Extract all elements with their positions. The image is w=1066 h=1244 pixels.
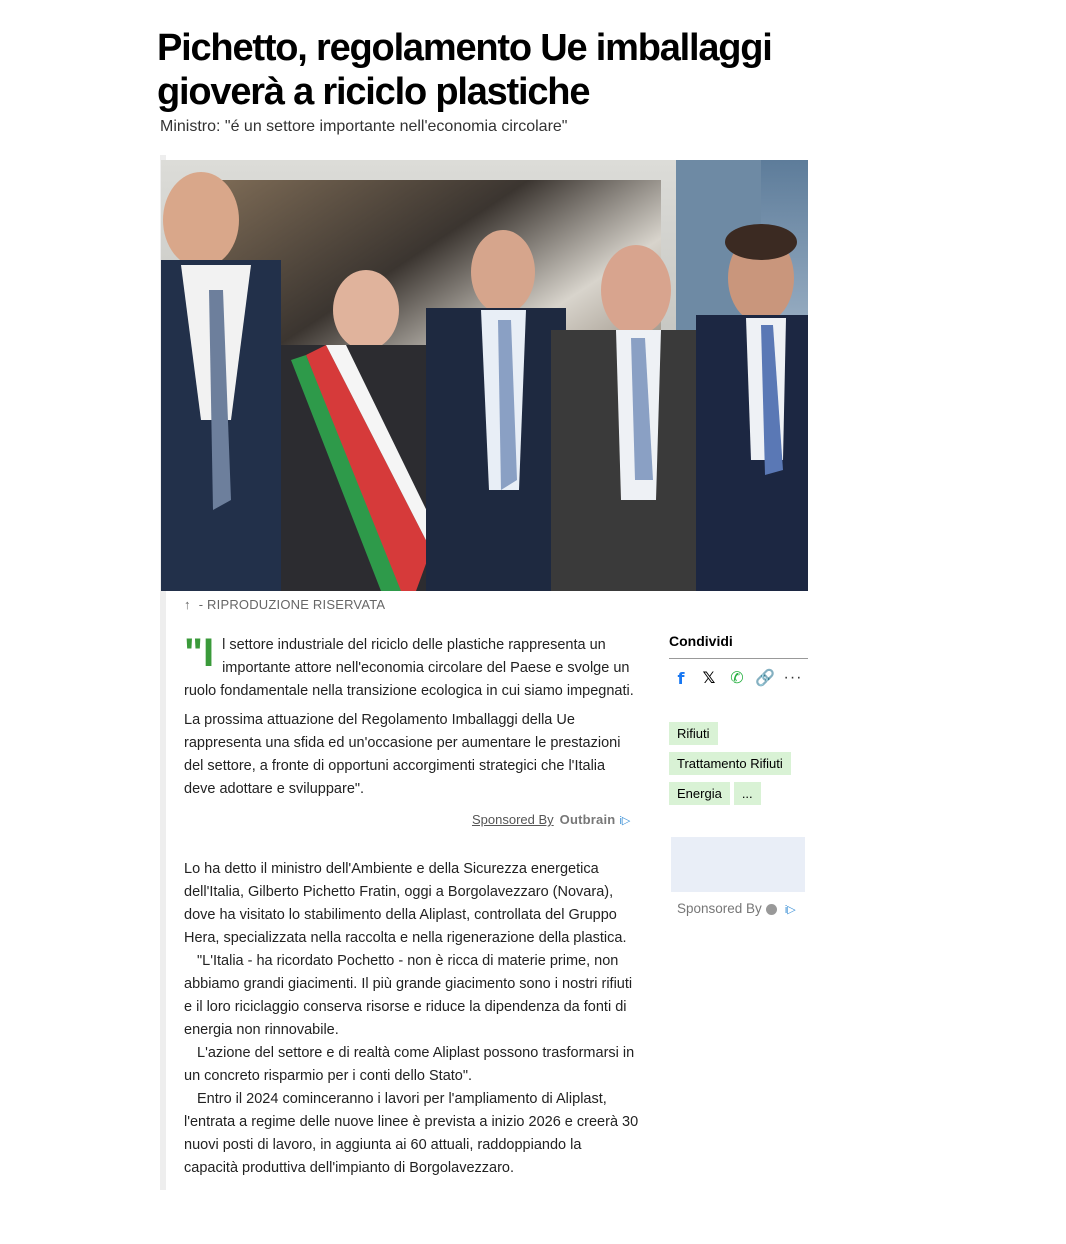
outbrain-icon[interactable] — [766, 904, 777, 915]
dropcap: "I — [184, 631, 215, 675]
facebook-icon[interactable]: f — [677, 668, 685, 688]
share-title: Condividi — [669, 633, 733, 649]
article-photo[interactable] — [161, 160, 808, 591]
body-paragraph: Entro il 2024 cominceranno i lavori per l'ampliamento di Aliplast, l'entrata a regime delle nuove linee è prevista a inizio 2026 e creerà 30 nuovi posti di lavoro, in aggiunta ai 60 attuali, raddoppiando la capacità produttiva dell'impianto di Borgolavezzaro. — [184, 1091, 639, 1176]
body-paragraph: "L'Italia - ha ricordato Pochetto - non è ricca di materie prime, non abbiamo grandi giacimenti. Il più grande giacimento sono i nostri rifiuti e il loro riciclaggio conserva risorse e riduce la dipendenza da fonti di energia non rinnovabile. — [184, 953, 633, 1038]
paragraph-2: La prossima attuazione del Regolamento Imballaggi della Ue rappresenta una sfida ed un'occasione per aumentare le prestazioni del settore, a fronte di opportuni accorgimenti strategici che l'Italia deve adottare e sviluppare". — [184, 712, 621, 797]
adchoices-icon[interactable]: i▷ — [784, 904, 796, 916]
tag-energia[interactable]: Energia — [669, 782, 730, 805]
sidebar-ad-placeholder[interactable] — [671, 837, 805, 892]
tag-rifiuti[interactable]: Rifiuti — [669, 722, 718, 745]
lead-text: l settore industriale del riciclo delle plastiche rappresenta un importante attore nell'economia circolare del Paese e svolge un ruolo fondamentale nella transizione ecologica in cui siamo impegnati. — [184, 637, 634, 699]
caption-text: - RIPRODUZIONE RISERVATA — [198, 597, 386, 612]
more-icon[interactable]: ··· — [783, 669, 803, 686]
photo-illustration — [161, 160, 808, 591]
lead-paragraph — [184, 631, 639, 703]
outbrain-logo[interactable]: Outbrain — [559, 812, 616, 827]
tag-list — [669, 722, 819, 812]
sponsored-label[interactable]: Sponsored By — [677, 901, 762, 916]
sponsored-label[interactable]: Sponsored By — [472, 812, 554, 827]
article-headline — [157, 26, 877, 114]
body-paragraph: L'azione del settore e di realtà come Aliplast possono trasformarsi in un concreto risparmio per i conti dello Stato". — [184, 1045, 635, 1084]
adchoices-icon[interactable]: i▷ — [619, 815, 631, 827]
sponsored-by-outbrain[interactable] — [472, 812, 630, 827]
tag-trattamento-rifiuti[interactable]: Trattamento Rifiuti — [669, 752, 791, 775]
share-divider — [669, 658, 808, 659]
sidebar-sponsored-by[interactable] — [677, 901, 796, 916]
headline-line-1: Pichetto, regolamento Ue imballaggi — [157, 27, 772, 69]
tag-more[interactable]: ... — [734, 782, 761, 805]
x-icon[interactable]: 𝕏 — [702, 670, 716, 687]
article-subtitle: Ministro: "é un settore importante nell'economia circolare" — [160, 118, 568, 135]
body-paragraph: Lo ha detto il ministro dell'Ambiente e della Sicurezza energetica dell'Italia, Gilberto Pichetto Fratin, oggi a Borgolavezzaro (Novara), dove ha visitato lo stabilimento della Aliplast, controllata del Gruppo Hera, specializzata nella raccolta e nella rigenerazione della plastica. — [184, 861, 627, 946]
photo-caption — [184, 597, 385, 612]
arrow-up-icon[interactable]: ↑ — [184, 597, 191, 612]
link-icon[interactable]: 🔗 — [755, 670, 775, 687]
whatsapp-icon[interactable]: ✆ — [730, 670, 744, 687]
article-body — [184, 858, 639, 1180]
headline-line-2: gioverà a riciclo plastiche — [157, 71, 590, 113]
share-bar — [672, 668, 802, 688]
